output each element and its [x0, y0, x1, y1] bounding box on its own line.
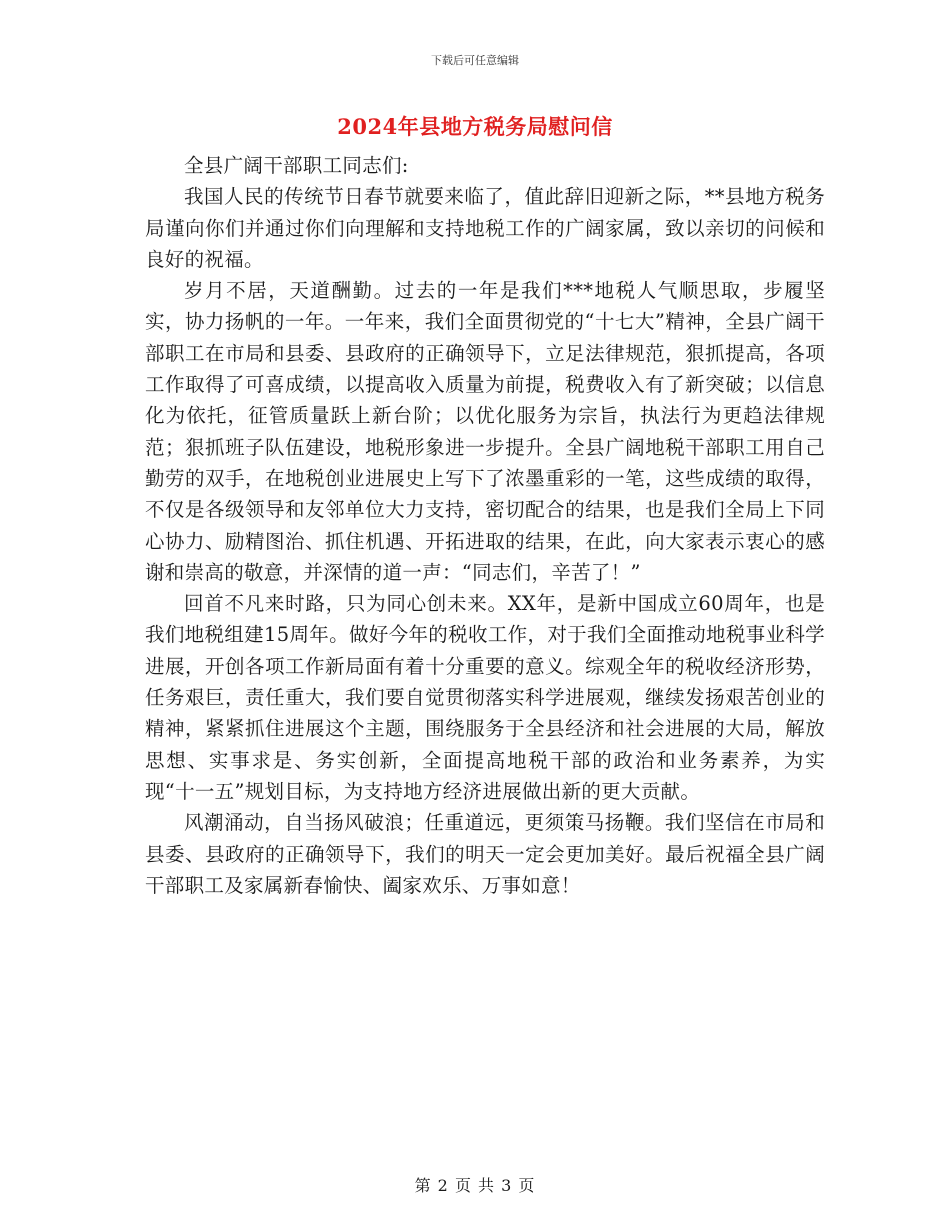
- salutation: 全县广阔干部职工同志们:: [184, 154, 409, 177]
- header-note: 下载后可任意编辑: [431, 54, 519, 67]
- paragraph-closing: 风潮涌动，自当扬风破浪；任重道远，更须策马扬鞭。我们坚信在市局和县委、县政府的正确领导下，我们的明天一定会更加美好。最后祝福全县广阔干部职工及家属新春愉快、阖家欢乐、万事如意！: [145, 811, 825, 897]
- paragraph-greeting: 我国人民的传统节日春节就要来临了，值此辞旧迎新之际，**县地方税务局谨向你们并通过你们向理解和支持地税工作的广阔家属，致以亲切的问候和良好的祝福。: [145, 185, 825, 271]
- document-title: 2024年县地方税务局慰问信: [337, 114, 613, 139]
- paragraph-outlook: 回首不凡来时路，只为同心创未来。XX年，是新中国成立60周年，也是我们地税组建15周年。做好今年的税收工作，对于我们全面推动地税事业科学进展，开创各项工作新局面有着十分重要的意义。综观全年的税收经济形势，任务艰巨，责任重大，我们要自觉贯彻落实科学进展观，继续发扬艰苦创业的精神，紧紧抓住进展这个主题，围绕服务于全县经济和社会进展的大局，解放思想、实事求是、务实创新，全面提高地税干部的政治和业务素养，为实现“十一五”规划目标，为支持地方经济进展做出新的更大贡献。: [145, 592, 825, 803]
- paragraph-achievements: 岁月不居，天道酬勤。过去的一年是我们***地税人气顺思取，步履坚实，协力扬帆的一年。一年来，我们全面贯彻党的“十七大”精神，全县广阔干部职工在市局和县委、县政府的正确领导下，立足法律规范，狠抓提高，各项工作取得了可喜成绩，以提高收入质量为前提，税费收入有了新突破；以信息化为依托，征管质量跃上新台阶；以优化服务为宗旨，执法行为更趋法律规范；狠抓班子队伍建设，地税形象进一步提升。全县广阔地税干部职工用自己勤劳的双手，在地税创业进展史上写下了浓墨重彩的一笔，这些成绩的取得，不仅是各级领导和友邻单位大力支持，密切配合的结果，也是我们全局上下同心协力、励精图治、抓住机遇、开拓进取的结果，在此，向大家表示衷心的感谢和崇高的敬意，并深情的道一声：“同志们，辛苦了！”: [145, 279, 825, 584]
- page-footer: 第 2 页 共 3 页: [414, 1176, 536, 1195]
- letter-body: [145, 150, 825, 901]
